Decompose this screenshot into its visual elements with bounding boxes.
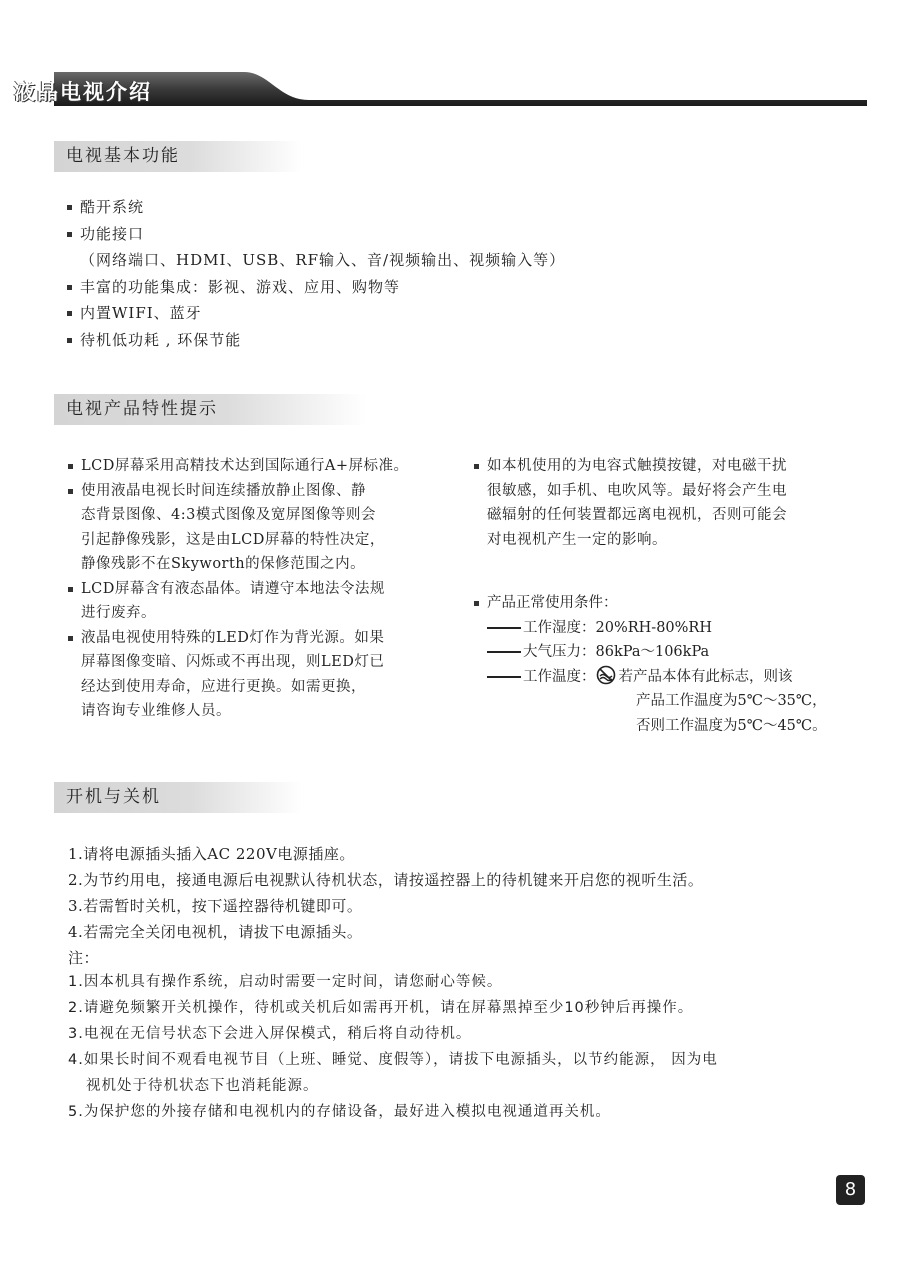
banner-shape [54,70,867,110]
bullet-icon [67,285,72,290]
features-right-column [474,454,864,552]
list-item: 功能接口 [54,221,565,248]
bullet-icon [67,205,72,210]
list-item: 4.如果长时间不观看电视节目（上班、睡觉、度假等），请拔下电源插头，以节约能源， 因为电 [68,1052,718,1068]
list-item: 3.电视在无信号状态下会进入屏保模式，稍后将自动待机。 [68,1026,472,1042]
list-item: 1.请将电源插头插入AC 220V电源插座。 [68,845,355,863]
page-title: 液晶电视介绍 [14,80,152,104]
section-heading-product-features: 电视产品特性提示 [54,394,366,425]
list-item: 2.请避免频繁开关机操作，待机或关机后如需再开机，请在屏幕黑掉至少10秒钟后再操作。 [68,1000,694,1016]
bullet-icon [67,232,72,237]
list-item: 4.若需完全关闭电视机，请拔下电源插头。 [68,923,363,941]
list-item: 5.为保护您的外接存储和电视机内的存储设备，最好进入模拟电视通道再关机。 [68,1104,611,1120]
section-heading-basic-functions: 电视基本功能 [54,141,302,172]
temperature-line: 工作温度： 若产品本体有此标志，则该 产品工作温度为5℃～35℃， 否则工作温度为5℃～45℃。 [474,665,864,739]
list-item: 内置WIFI、蓝牙 [54,300,565,327]
bullet-icon [68,587,73,592]
section-heading-power-on-off: 开机与关机 [54,782,302,813]
basic-functions-list [54,194,565,353]
list-item: LCD屏幕含有液态晶体。请遵守本地法令法规 进行废弃。 [68,577,448,626]
list-item: 丰富的功能集成：影视、游戏、应用、购物等 [54,274,565,301]
list-item: 3.若需暂时关机，按下遥控器待机键即可。 [68,897,363,915]
power-notes [68,969,868,1125]
bullet-icon [67,311,72,316]
list-item: 2.为节约用电，接通电源后电视默认待机状态，请按遥控器上的待机键来开启您的视听生活。 [68,871,704,889]
bullet-icon [68,464,73,469]
list-item: 液晶电视使用特殊的LED灯作为背光源。如果 屏幕图像变暗、闪烁或不再出现，则LED灯已 经达到使用寿命，应进行更换。如需更换， 请咨询专业维修人员。 [68,626,448,724]
list-item: 如本机使用的为电容式触摸按键，对电磁干扰 很敏感，如手机、电吹风等。最好将会产生电 磁辐射的任何装置都远离电视机，否则可能会 对电视机产生一定的影响。 [474,454,864,552]
bullet-icon [67,338,72,343]
page-number: 8 [836,1175,865,1205]
list-item: LCD屏幕采用高精技术达到国际通行A+屏标准。 [68,454,448,479]
bullet-icon [474,601,479,606]
list-item: 1.因本机具有操作系统，启动时需要一定时间，请您耐心等候。 [68,974,503,990]
power-steps [68,841,868,971]
humidity-line: 工作湿度：20%RH-80%RH [474,616,864,641]
dash-mark [487,651,521,653]
bullet-icon [68,636,73,641]
page-banner [54,70,867,110]
list-item: 待机低功耗 , 环保节能 [54,327,565,354]
bullet-icon [474,464,479,469]
note-label: 注： [68,949,100,967]
features-left-column [68,454,448,724]
pressure-line: 大气压力：86kPa～106kPa [474,640,864,665]
no-high-temperature-icon [596,665,616,685]
dash-mark [487,676,521,678]
interface-detail: （网络端口、HDMI、USB、RF输入、音/视频输出、视频输入等） [80,251,566,269]
bullet-icon [68,489,73,494]
list-item: 视机处于待机状态下也消耗能源。 [86,1078,319,1094]
usage-conditions [474,591,864,738]
usage-conditions-heading: 产品正常使用条件： [474,591,864,616]
list-item: 使用液晶电视长时间连续播放静止图像、静 态背景图像、4:3模式图像及宽屏图像等则会 引起静像残影，这是由LCD屏幕的特性决定， 静像残影不在Skyworth的保修范围之内。 [68,479,448,577]
dash-mark [487,627,521,629]
list-item: 酷开系统 [54,194,565,221]
